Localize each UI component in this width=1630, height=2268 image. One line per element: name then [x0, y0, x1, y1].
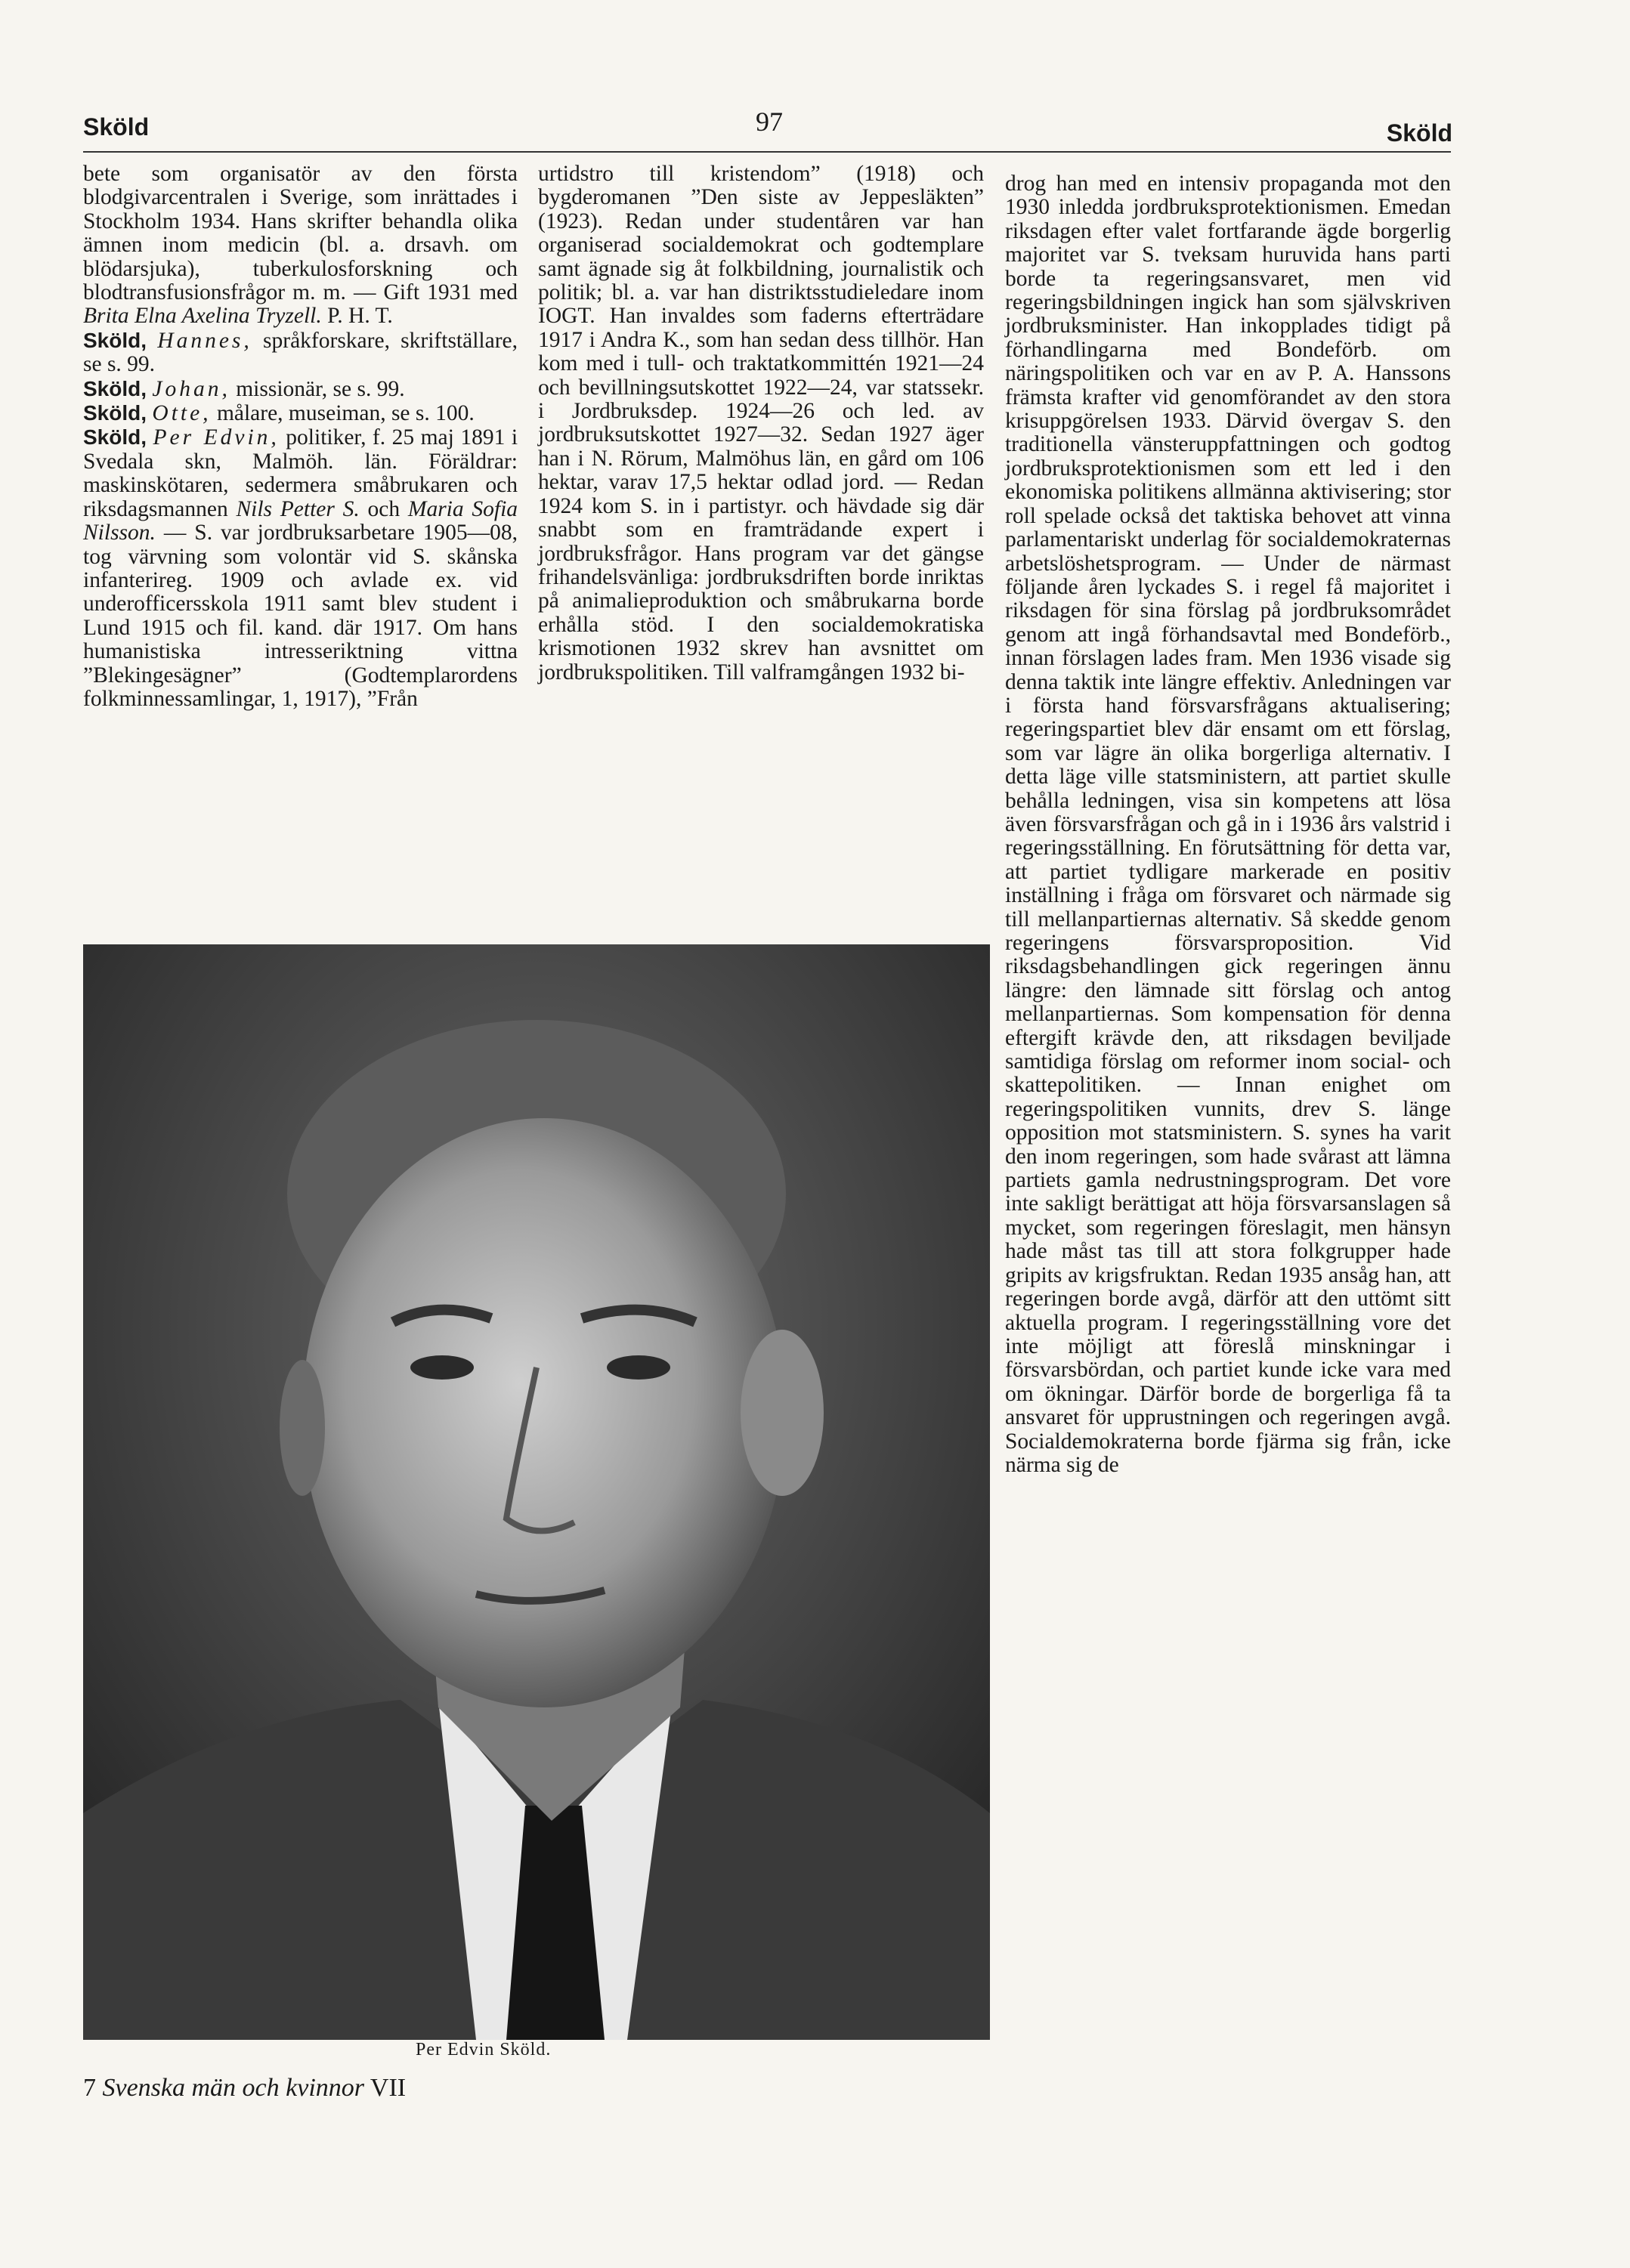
column-1: [83, 162, 518, 711]
running-head-left: Sköld: [83, 113, 150, 141]
footer-signature: 7 Svenska män och kvinnor VII: [83, 2074, 407, 2102]
entry-continuation: bete som organisatör av den första blodgivarcentralen i Sverige, som inrättades i Stockholm 1934. Hans skrifter behandla olika ämnen inom medicin (bl. a. drsavh. om blödarsjuka), tuberkulosforskning och blodtransfusionsfrågor m. m. — Gift 1931 med Brita Elna Axelina Tryzell. P. H. T.: [83, 162, 518, 329]
entry-johan: Sköld, Johan, missionär, se s. 99.: [83, 376, 405, 401]
page-number: 97: [756, 107, 783, 137]
entry-hannes: Sköld, Hannes, språkforskare, skriftställare, se s. 99.: [83, 328, 518, 377]
running-head-right: Sköld: [1386, 119, 1452, 147]
column-3: [1005, 172, 1451, 1477]
portrait-image: [83, 944, 990, 2040]
header-rule: [83, 151, 1451, 153]
photo-caption: Per Edvin Sköld.: [416, 2040, 552, 2059]
entry-otte: Sköld, Otte, målare, museiman, se s. 100.: [83, 401, 475, 426]
portrait-photo: [83, 944, 990, 2040]
column-2: [538, 162, 984, 684]
column-3-text: drog han med en intensiv propaganda mot den 1930 inledda jordbruksprotektionismen. Emedan riksdagen efter valet fortfarande ägde borgerlig majoritet var S. tveksam huruvida hans parti borde ta regeringsansvaret, men vid regeringsbildningen ingick han som självskriven jordbruksminister. Han inkopplades tidigt på förhandlingarna med Bondeförb. om näringspolitiken och var en av P. A. Hanssons främsta krafter vid genomförandet av den stora krisuppgörelsen 1933. Därvid övergav S. den traditionella vänsteruppfattningen och godtog jordbruksprotektionismen som ett led i den ekonomiska politikens allmänna aktivisering; stor roll spelade också det taktiska behovet att vinna parlamentariskt underlag för socialdemokraternas arbetslöshetsprogram. — Under de närmast följande åren lyckades S. i regel få majoritet i riksdagen för sina förslag på jordbruksområdet genom att ingå förhandsavtal med Bondeförb., innan förslagen lades fram. Men 1936 visade sig denna taktik inte längre effektiv. Anledningen var i första hand försvarsfrågans aktualisering; regeringspartiet blev där ensamt om ett förslag, som var lägre än olika borgerliga alternativ. I detta läge ville statsministern, att partiet skulle behålla ledningen, visa sin kompetens att lösa även försvarsfrågan och gå in i 1936 års valstrid i regeringsställning. En förutsättning för detta var, att partiet tydligare markerade en positiv inställning i fråga om försvaret och närmade sig till mellanpartiernas alternativ. Så skedde genom regeringens försvarsproposition. Vid riksdagsbehandlingen gick regeringen ännu längre: den lämnade sitt förslag och antog mellanpartiernas. Som kompensation för denna eftergift krävde den, att riksdagen beviljade samtidiga förslag om reformer inom social- och skattepolitiken. — Innan enighet om regeringspolitiken vunnits, drev S. länge opposition mot statsministern. S. synes ha varit den inom regeringen, som hade svårast att lämna partiets gamla nedrustningsprogram. Det vore inte sakligt berättigat att höja försvarsanslagen så mycket, som regeringen föreslagit, men hänsyn hade måst tas till att stora folkgrupper hade gripits av krigsfruktan. Redan 1935 ansåg han, att regeringen borde avgå, därför att den uttömt sitt aktuella program. I regeringsställning vore det inte möjligt att föreslå minskningar i försvarsbördan, och partiet kunde icke vara med om ökningar. Därför borde de borgerliga få ta ansvaret för upprustningen och regeringen avgå. Socialdemokraterna borde fjärma sig från, icke närma sig de: [1005, 171, 1451, 1477]
column-2-text: urtidstro till kristendom” (1918) och bygderomanen ”Den siste av Jeppesläkten” (1923). Redan under studentåren var han organiserad socialdemokrat och godtemplare samt ägnade sig åt folkbildning, journalistik och politik; bl. a. var han distriktsstudieledare inom IOGT. Han invaldes som faderns efterträdare 1917 i Andra K., som han sedan dess tillhör. Han kom med i tull- och traktatkommittén 1921—24 och bevillningsutskottet 1922—24, var statssekr. i Jordbruksdep. 1924—26 och led. av jordbruksutskottet 1927—32. Sedan 1927 äger han i N. Rörum, Malmöhus län, en gård om 106 hektar, varav 17,5 hektar odlad jord. — Redan 1924 kom S. in i partistyr. och hävdade sig där snabbt som en framträdande expert i jordbruksfrågor. Hans program var det gängse frihandelsvänliga: jordbruksdriften borde inriktas på animalieproduktion och småbrukarna borde erhålla stöd. I den socialdemokratiska krismotionen 1932 skrev han avsnittet om jordbrukspolitiken. Till valframgången 1932 bi-: [538, 162, 984, 684]
entry-per-edvin: Sköld, Per Edvin, politiker, f. 25 maj 1891 i Svedala skn, Malmöh. län. Föräldrar: maskinskötaren, sedermera småbrukaren och riksdagsmannen Nils Petter S. och Maria Sofia Nilsson. — S. var jordbruksarbetare 1905—08, tog värvning som volontär vid S. skånska infanterireg. 1909 och avlade ex. vid underofficersskola 1911 samt blev student i Lund 1915 och fil. kand. där 1917. Om hans humanistiska intresseriktning vittna ”Blekingesägner” (Godtemplarordens folkminnessamlingar, 1, 1917), ”Från: [83, 425, 518, 711]
